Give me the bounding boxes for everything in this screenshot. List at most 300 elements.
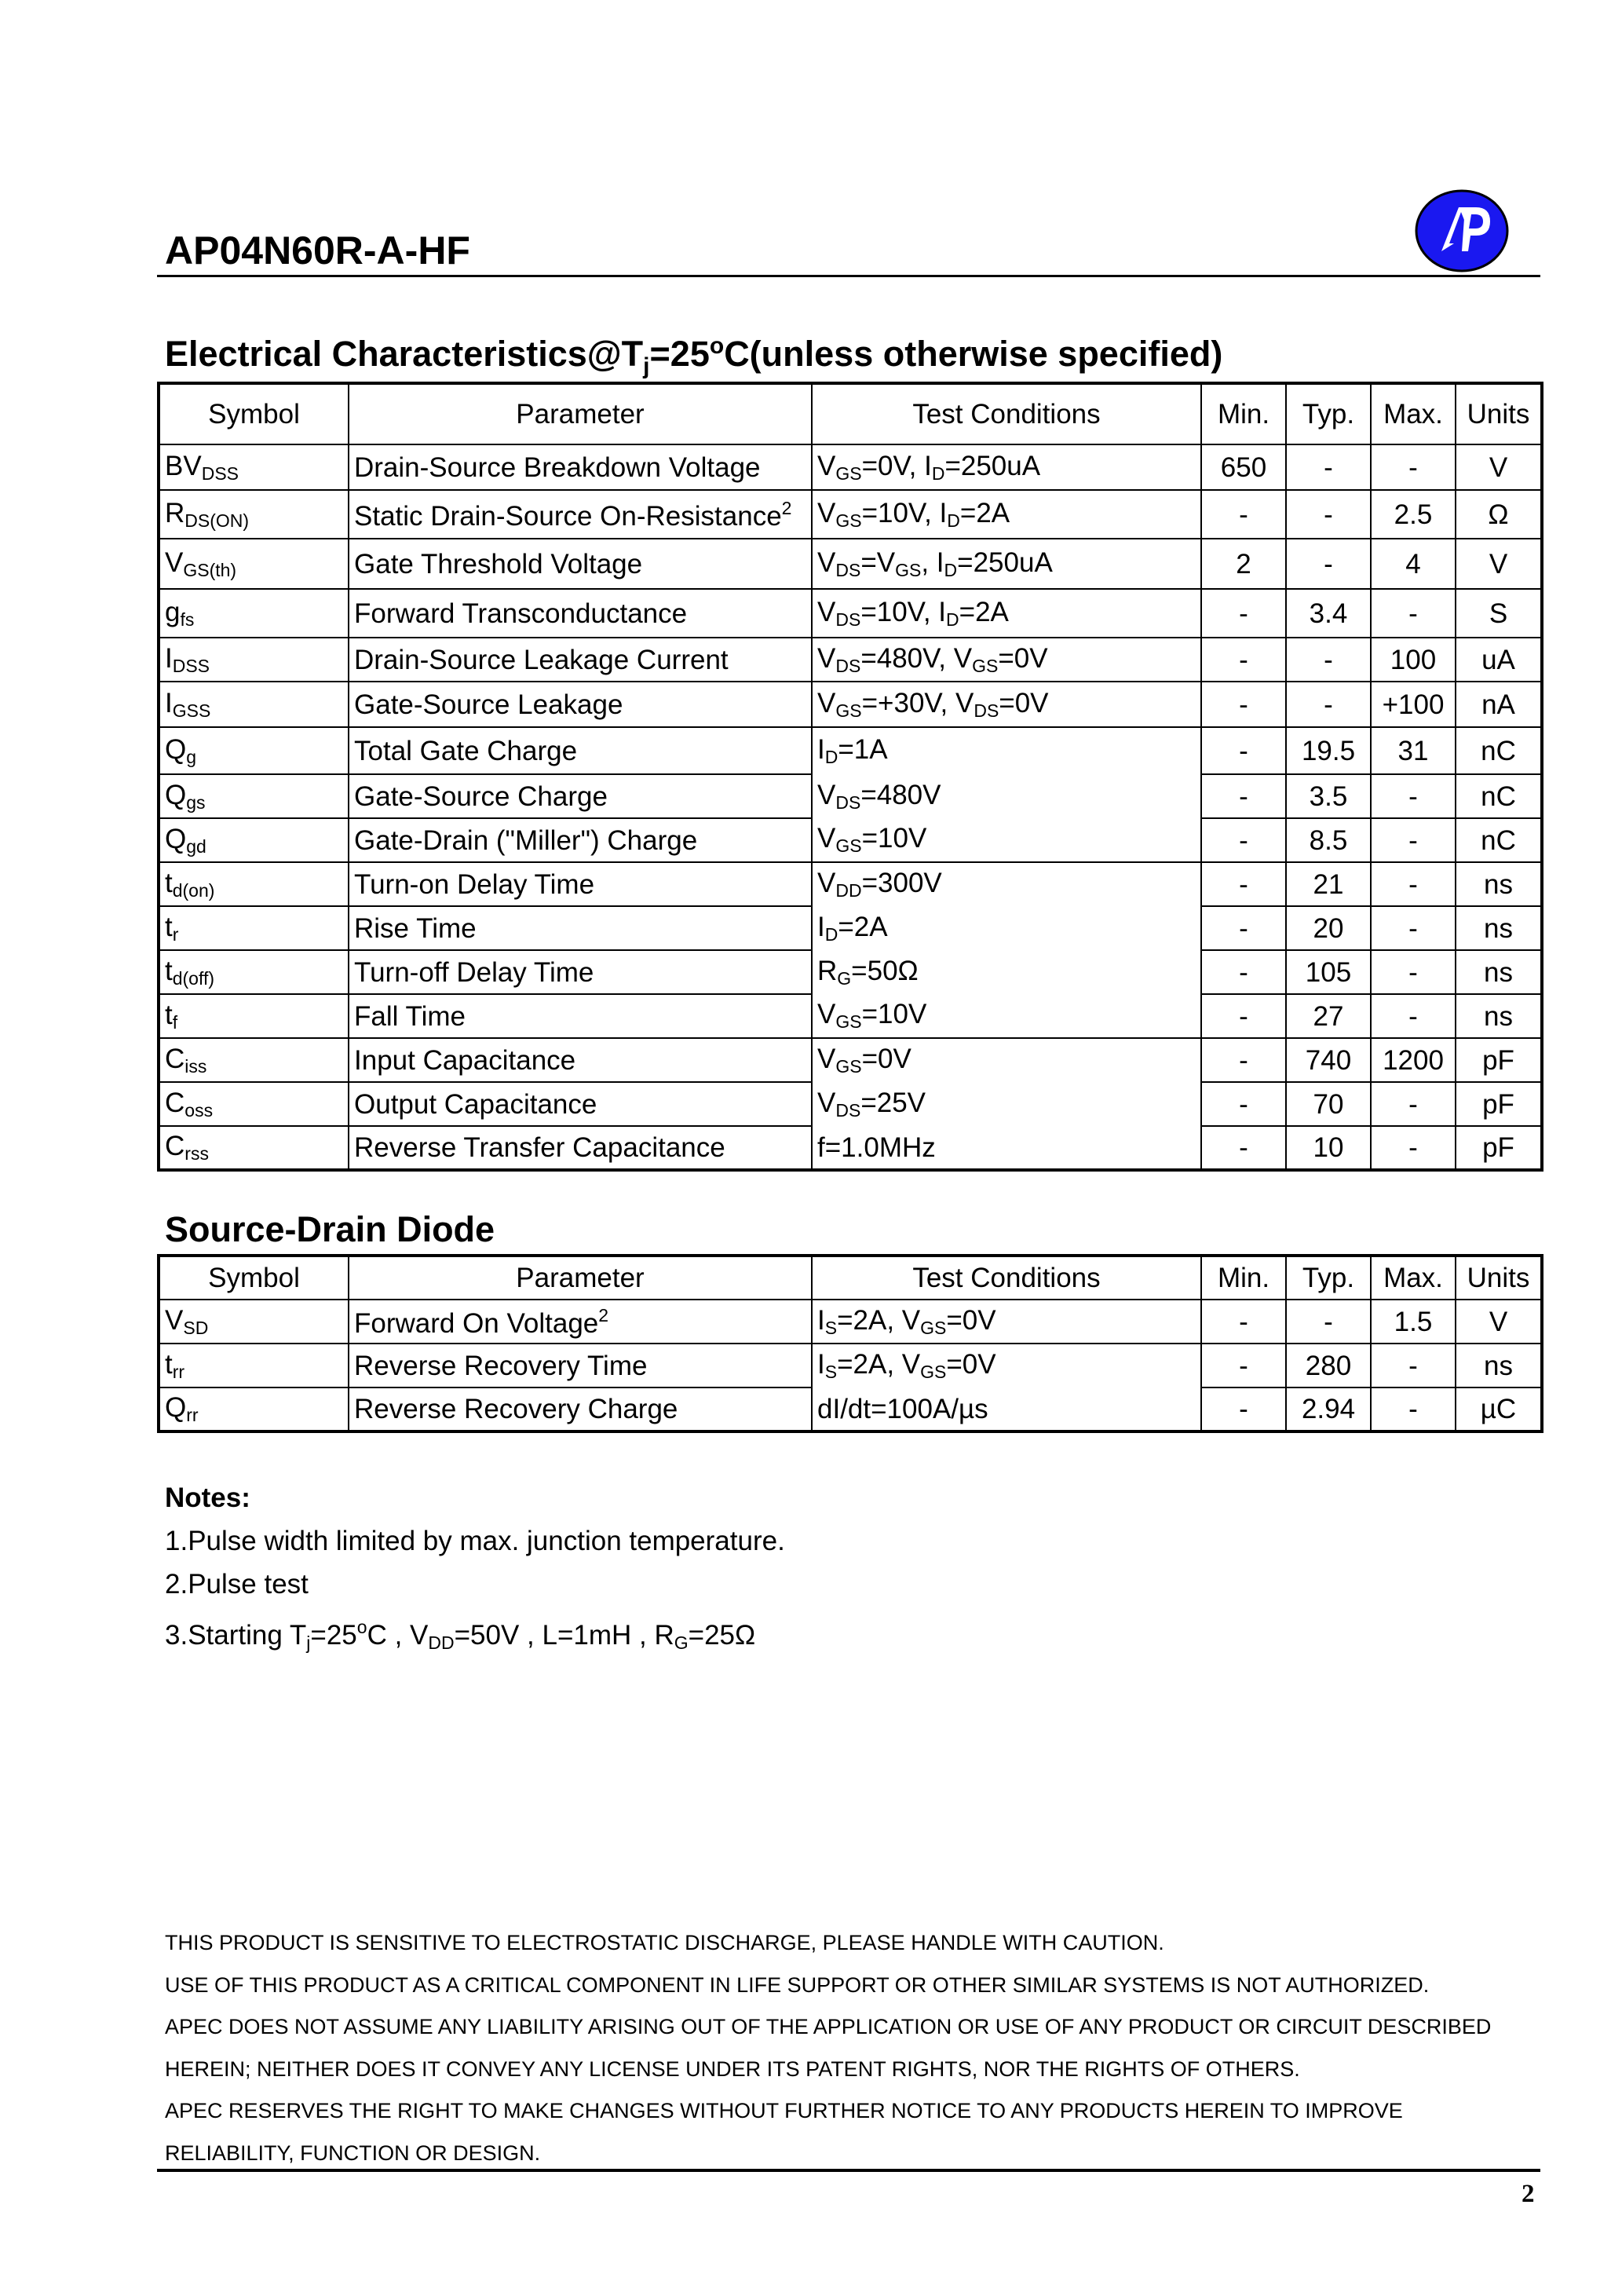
table-row [159, 539, 1542, 589]
min-value: - [1201, 862, 1286, 906]
parameter-text: Output Capacitance [354, 1088, 597, 1120]
condition-subscript: GS [920, 1362, 947, 1382]
test-condition-cell [812, 1038, 1201, 1082]
symbol-cell [159, 950, 349, 994]
typ-value: 3.4 [1286, 589, 1371, 638]
max-value: 1.5 [1371, 1300, 1456, 1344]
symbol-cell [159, 1082, 349, 1126]
table-row [159, 682, 1542, 727]
symbol-text: V [165, 547, 184, 578]
table-row [159, 774, 1542, 818]
table-row [159, 1387, 1542, 1431]
max-value: - [1371, 774, 1456, 818]
typ-value: 2.94 [1286, 1387, 1371, 1431]
condition-text: I [817, 911, 825, 942]
table-row [159, 950, 1542, 994]
header-max: Max. [1371, 1256, 1456, 1300]
parameter-text: Reverse Transfer Capacitance [354, 1132, 725, 1163]
symbol-cell [159, 727, 349, 774]
min-value: - [1201, 727, 1286, 774]
symbol-subscript: rss [184, 1143, 209, 1164]
part-number: AP04N60R-A-HF [165, 229, 470, 272]
test-condition-cell [812, 1082, 1201, 1126]
condition-subscript: D [931, 462, 945, 484]
unit-value: nC [1456, 774, 1542, 818]
condition-text: =1A [838, 734, 888, 765]
symbol-text: I [165, 687, 173, 718]
typ-value: 27 [1286, 994, 1371, 1038]
condition-text: V [817, 868, 836, 898]
header-units: Units [1456, 383, 1542, 444]
condition-text: R [817, 955, 838, 986]
symbol-cell [159, 1126, 349, 1170]
condition-text: =2A [838, 911, 888, 942]
symbol-cell [159, 490, 349, 539]
symbol-subscript: GS(th) [183, 559, 237, 580]
condition-subscript: GS [920, 1317, 947, 1338]
symbol-cell [159, 1387, 349, 1431]
condition-text: =0V [861, 1044, 911, 1074]
condition-text: =0V [999, 687, 1049, 718]
test-condition-cell [812, 490, 1201, 539]
max-value: 4 [1371, 539, 1456, 589]
symbol-text: t [165, 1348, 173, 1380]
max-value: - [1371, 1387, 1456, 1431]
condition-subscript: S [824, 1317, 838, 1338]
symbol-cell [159, 638, 349, 682]
parameter-text: Fall Time [354, 1000, 466, 1032]
test-condition-cell [812, 444, 1201, 490]
condition-text: =0V, I [861, 450, 932, 481]
symbol-text: BV [165, 450, 202, 481]
typ-value: - [1286, 444, 1371, 490]
parameter-cell [349, 1300, 812, 1344]
symbol-text: C [165, 1087, 185, 1118]
unit-value: pF [1456, 1082, 1542, 1126]
parameter-text: Gate-Drain ("Miller") Charge [354, 824, 698, 856]
disclaimer [165, 1922, 1491, 2174]
parameter-cell [349, 682, 812, 727]
condition-text: V [817, 642, 836, 674]
disclaimer-line: THIS PRODUCT IS SENSITIVE TO ELECTROSTATIC DISCHARGE, PLEASE HANDLE WITH CAUTION. [165, 1931, 1164, 1954]
typ-value: - [1286, 682, 1371, 727]
symbol-text: C [165, 1131, 185, 1161]
condition-text: =10V [861, 999, 927, 1029]
typ-value: 70 [1286, 1082, 1371, 1126]
condition-text: =25V [860, 1087, 926, 1118]
table-row [159, 638, 1542, 682]
symbol-cell [159, 906, 349, 950]
note-3: 3.Starting $T_j=25^oC$ , $V_{DD}=50V$ , L=1mH , $R_G=25\Omega$ [165, 1617, 756, 1653]
table-row [159, 1082, 1542, 1126]
header-min: Min. [1201, 1256, 1286, 1300]
table-row [159, 994, 1542, 1038]
parameter-text: Turn-off Delay Time [354, 956, 594, 988]
typ-value: - [1286, 490, 1371, 539]
min-value: - [1201, 1300, 1286, 1344]
source-drain-diode-title: Source-Drain Diode [165, 1209, 495, 1249]
condition-text: f=1.0MHz [817, 1132, 936, 1163]
condition-subscript: DS [835, 655, 861, 676]
note-1: 1.Pulse width limited by max. junction temperature. [165, 1526, 785, 1556]
test-condition-cell [812, 1387, 1201, 1431]
typ-value: 280 [1286, 1344, 1371, 1387]
condition-subscript: D [824, 923, 838, 945]
test-condition-cell [812, 589, 1201, 638]
header-units: Units [1456, 1256, 1542, 1300]
condition-text: V [817, 687, 836, 718]
symbol-cell [159, 862, 349, 906]
disclaimer-line: USE OF THIS PRODUCT AS A CRITICAL COMPONENT IN LIFE SUPPORT OR OTHER SIMILAR SYSTEMS IS NOT AUTHORIZED. [165, 1972, 1430, 1997]
min-value: - [1201, 682, 1286, 727]
symbol-cell [159, 774, 349, 818]
parameter-text: Total Gate Charge [354, 735, 578, 766]
min-value: - [1201, 1387, 1286, 1431]
max-value: 31 [1371, 727, 1456, 774]
condition-text: =V [860, 547, 896, 578]
table-header-row [159, 383, 1542, 444]
symbol-cell [159, 444, 349, 490]
symbol-text: t [165, 867, 173, 898]
parameter-cell [349, 1126, 812, 1170]
symbol-subscript: DS(ON) [184, 510, 250, 531]
parameter-cell [349, 1082, 812, 1126]
symbol-subscript: d(off) [172, 967, 215, 989]
header-min: Min. [1201, 383, 1286, 444]
max-value: - [1371, 1082, 1456, 1126]
max-value: 2.5 [1371, 490, 1456, 539]
symbol-cell [159, 994, 349, 1038]
symbol-subscript: r [172, 923, 179, 945]
parameter-text: Reverse Recovery Charge [354, 1394, 678, 1424]
min-value: - [1201, 1082, 1286, 1126]
table-row [159, 1126, 1542, 1170]
symbol-text: I [165, 642, 173, 674]
condition-subscript: DS [974, 700, 999, 721]
symbol-subscript: fs [180, 609, 195, 630]
condition-subscript: DS [835, 559, 861, 580]
parameter-text: Gate-Source Charge [354, 781, 608, 812]
max-value: - [1371, 589, 1456, 638]
min-value: - [1201, 1126, 1286, 1170]
parameter-cell [349, 539, 812, 589]
table-row [159, 1038, 1542, 1082]
unit-value: pF [1456, 1038, 1542, 1082]
unit-value: nA [1456, 682, 1542, 727]
test-condition-cell [812, 727, 1201, 774]
max-value: - [1371, 818, 1456, 862]
header-typ: Typ. [1286, 1256, 1371, 1300]
symbol-text: Q [165, 779, 187, 810]
symbol-text: C [165, 1043, 185, 1074]
parameter-text: Reverse Recovery Time [354, 1350, 648, 1381]
condition-text: =250uA [957, 547, 1053, 578]
symbol-cell [159, 1300, 349, 1344]
condition-text: =480V [860, 779, 941, 810]
typ-value: 20 [1286, 906, 1371, 950]
table-row [159, 490, 1542, 539]
table-row [159, 727, 1542, 774]
unit-value: nC [1456, 818, 1542, 862]
symbol-subscript: GSS [172, 700, 211, 721]
min-value: 650 [1201, 444, 1286, 490]
condition-text: =2A, V [837, 1304, 921, 1336]
header-symbol: Symbol [159, 383, 349, 444]
notes-title: Notes: [165, 1483, 250, 1513]
note-2: 2.Pulse test [165, 1569, 309, 1600]
parameter-cell [349, 1038, 812, 1082]
parameter-cell [349, 994, 812, 1038]
unit-value: pF [1456, 1126, 1542, 1170]
table-row [159, 1344, 1542, 1387]
max-value: 100 [1371, 638, 1456, 682]
header-parameter: Parameter [349, 1256, 812, 1300]
parameter-cell [349, 444, 812, 490]
table-row [159, 1300, 1542, 1344]
max-value: - [1371, 994, 1456, 1038]
symbol-subscript: rr [172, 1361, 185, 1382]
condition-subscript: D [947, 510, 960, 531]
table-row [159, 818, 1542, 862]
condition-subscript: GS [835, 1011, 862, 1032]
condition-text: =10V [861, 823, 927, 854]
parameter-cell [349, 727, 812, 774]
parameter-text: Drain-Source Breakdown Voltage [354, 452, 761, 483]
symbol-text: R [165, 497, 185, 528]
condition-text: =480V, V [860, 642, 973, 674]
symbol-text: Q [165, 1392, 187, 1423]
typ-value: 105 [1286, 950, 1371, 994]
condition-subscript: D [824, 747, 838, 767]
min-value: - [1201, 994, 1286, 1038]
condition-subscript: DS [835, 1099, 861, 1121]
condition-text: =2A [959, 596, 1009, 627]
test-condition-cell [812, 539, 1201, 589]
condition-text: I [817, 734, 825, 765]
condition-text: =0V [998, 642, 1048, 674]
condition-subscript: G [837, 967, 852, 989]
max-value: - [1371, 906, 1456, 950]
condition-text: V [817, 450, 836, 481]
condition-text: V [817, 1044, 836, 1074]
condition-subscript: DS [835, 792, 861, 813]
symbol-subscript: f [172, 1011, 178, 1033]
symbol-subscript: iss [184, 1055, 207, 1077]
unit-value: ns [1456, 950, 1542, 994]
symbol-text: Q [165, 733, 187, 765]
condition-text: V [817, 779, 836, 810]
table-header-row [159, 1256, 1542, 1300]
notes [165, 1476, 785, 1665]
symbol-cell [159, 1038, 349, 1082]
header-rule [157, 275, 1540, 277]
typ-value: 10 [1286, 1126, 1371, 1170]
symbol-text: g [165, 596, 181, 627]
disclaimer-line: APEC DOES NOT ASSUME ANY LIABILITY ARISING OUT OF THE APPLICATION OR USE OF ANY PRODUCT OR CIRCUIT DESCRIBED [165, 2015, 1492, 2038]
test-condition-cell [812, 862, 1201, 906]
unit-value: ns [1456, 994, 1542, 1038]
condition-subscript: S [824, 1362, 838, 1382]
parameter-text: Forward On Voltage [354, 1307, 599, 1339]
max-value: - [1371, 1126, 1456, 1170]
table-row [159, 906, 1542, 950]
test-condition-cell [812, 1300, 1201, 1344]
parameter-text: Gate Threshold Voltage [354, 548, 643, 579]
condition-text: =10V, I [860, 596, 946, 627]
parameter-cell [349, 589, 812, 638]
min-value: 2 [1201, 539, 1286, 589]
parameter-cell [349, 774, 812, 818]
disclaimer-line: HEREIN; NEITHER DOES IT CONVEY ANY LICENSE UNDER ITS PATENT RIGHTS, NOR THE RIGHTS OF OTHERS. [165, 2057, 1300, 2081]
disclaimer-line: RELIABILITY, FUNCTION OR DESIGN. [165, 2141, 541, 2165]
unit-value: uA [1456, 638, 1542, 682]
symbol-text: t [165, 911, 173, 942]
symbol-subscript: rr [186, 1405, 199, 1425]
typ-value: 19.5 [1286, 727, 1371, 774]
condition-text: =2A [959, 497, 1010, 528]
parameter-cell [349, 818, 812, 862]
condition-text: =0V [946, 1349, 996, 1380]
condition-subscript: GS [835, 510, 862, 531]
unit-value: V [1456, 444, 1542, 490]
max-value: 1200 [1371, 1038, 1456, 1082]
disclaimer-line: APEC RESERVES THE RIGHT TO MAKE CHANGES WITHOUT FURTHER NOTICE TO ANY PRODUCTS HEREIN TO IMPROVE [165, 2099, 1403, 2122]
condition-text: V [817, 596, 836, 627]
symbol-subscript: oss [184, 1099, 214, 1121]
condition-subscript: GS [835, 1056, 862, 1077]
condition-subscript: GS [835, 835, 862, 856]
min-value: - [1201, 1344, 1286, 1387]
symbol-subscript: DSS [172, 655, 210, 676]
test-condition-cell [812, 950, 1201, 994]
unit-value: V [1456, 1300, 1542, 1344]
apec-logo-icon [1413, 188, 1511, 273]
min-value: - [1201, 589, 1286, 638]
header-test: Test Conditions [812, 1256, 1201, 1300]
parameter-text: Forward Transconductance [354, 598, 688, 629]
condition-text: =0V [946, 1304, 996, 1336]
typ-value: 21 [1286, 862, 1371, 906]
test-condition-cell [812, 638, 1201, 682]
condition-text: V [817, 1087, 836, 1118]
test-condition-cell [812, 1344, 1201, 1387]
test-condition-cell [812, 906, 1201, 950]
symbol-cell [159, 1344, 349, 1387]
condition-text: I [817, 1304, 825, 1336]
table-row [159, 589, 1542, 638]
typ-value: - [1286, 638, 1371, 682]
condition-text: I [817, 1349, 825, 1380]
parameter-cell [349, 490, 812, 539]
symbol-subscript: gs [186, 792, 206, 813]
condition-subscript: DS [835, 609, 861, 630]
typ-value: - [1286, 1300, 1371, 1344]
condition-subscript: GS [895, 559, 922, 580]
symbol-subscript: d(on) [172, 879, 215, 901]
unit-value: S [1456, 589, 1542, 638]
parameter-text: Gate-Source Leakage [354, 689, 623, 720]
parameter-cell [349, 862, 812, 906]
typ-value: - [1286, 539, 1371, 589]
min-value: - [1201, 774, 1286, 818]
table-row [159, 862, 1542, 906]
condition-text: V [817, 497, 836, 528]
symbol-cell [159, 539, 349, 589]
min-value: - [1201, 490, 1286, 539]
electrical-characteristics-table [157, 382, 1543, 1172]
header-symbol: Symbol [159, 1256, 349, 1300]
test-condition-cell [812, 774, 1201, 818]
unit-value: Ω [1456, 490, 1542, 539]
header-parameter: Parameter [349, 383, 812, 444]
condition-text: =+30V, V [861, 687, 974, 718]
condition-text: , I [921, 547, 944, 578]
symbol-cell [159, 818, 349, 862]
parameter-text: Input Capacitance [354, 1044, 576, 1076]
unit-value: ns [1456, 862, 1542, 906]
unit-value: nC [1456, 727, 1542, 774]
min-value: - [1201, 950, 1286, 994]
typ-value: 3.5 [1286, 774, 1371, 818]
parameter-text: Drain-Source Leakage Current [354, 644, 729, 675]
header-typ: Typ. [1286, 383, 1371, 444]
max-value: +100 [1371, 682, 1456, 727]
symbol-cell [159, 589, 349, 638]
parameter-note-ref: 2 [781, 497, 792, 518]
max-value: - [1371, 444, 1456, 490]
symbol-cell [159, 682, 349, 727]
footer-rule [157, 2169, 1540, 2172]
condition-subscript: GS [835, 700, 862, 721]
header-test: Test Conditions [812, 383, 1201, 444]
test-condition-cell [812, 1126, 1201, 1170]
parameter-text: Static Drain-Source On-Resistance [354, 500, 782, 532]
parameter-cell [349, 950, 812, 994]
symbol-subscript: gd [186, 835, 206, 857]
max-value: - [1371, 950, 1456, 994]
parameter-text: Rise Time [354, 912, 477, 944]
test-condition-cell [812, 994, 1201, 1038]
condition-text: =10V, I [861, 497, 948, 528]
test-condition-cell [812, 682, 1201, 727]
typ-value: 740 [1286, 1038, 1371, 1082]
condition-text: =2A, V [837, 1349, 921, 1380]
parameter-cell [349, 906, 812, 950]
electrical-characteristics-title: Electrical $Characteristics@T_j=25^oC(unless$ otherwise specified) [165, 333, 1223, 379]
min-value: - [1201, 638, 1286, 682]
symbol-text: V [165, 1304, 184, 1336]
parameter-cell [349, 638, 812, 682]
max-value: - [1371, 1344, 1456, 1387]
condition-text: V [817, 999, 836, 1029]
parameter-note-ref: 2 [598, 1304, 609, 1325]
condition-subscript: GS [972, 655, 999, 676]
table-row [159, 444, 1542, 490]
condition-subscript: GS [835, 462, 862, 484]
condition-text: =300V [861, 868, 942, 898]
condition-subscript: DD [835, 880, 862, 901]
min-value: - [1201, 818, 1286, 862]
test-condition-cell [812, 818, 1201, 862]
parameter-cell [349, 1387, 812, 1431]
unit-value: ns [1456, 1344, 1542, 1387]
header-max: Max. [1371, 383, 1456, 444]
typ-value: 8.5 [1286, 818, 1371, 862]
source-drain-diode-table [157, 1254, 1543, 1433]
condition-subscript: D [944, 559, 958, 580]
condition-text: V [817, 547, 836, 578]
condition-text: =50Ω [851, 955, 919, 986]
